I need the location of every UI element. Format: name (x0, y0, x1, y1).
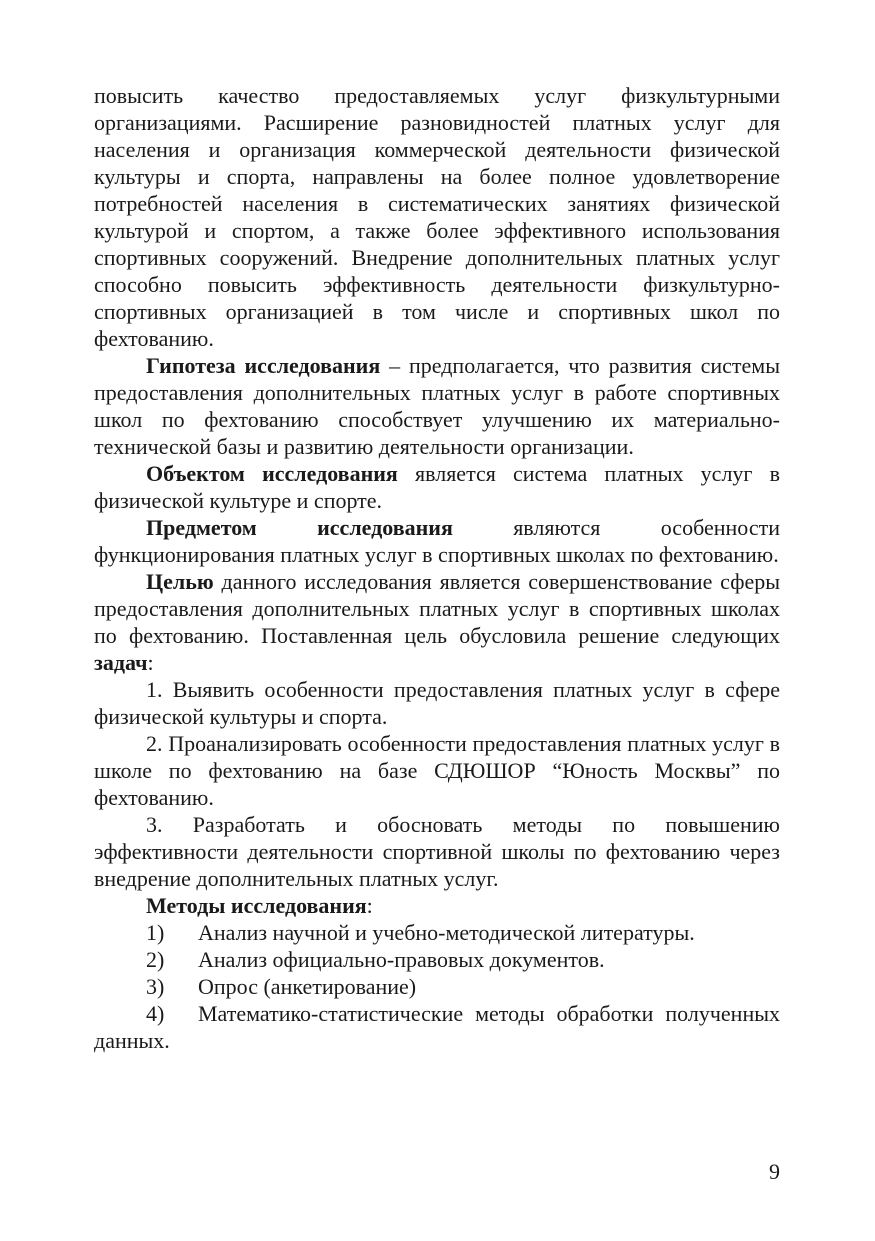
goal-paragraph (94, 568, 780, 676)
method-number: 2) (146, 947, 165, 972)
tasks-colon: : (147, 650, 154, 675)
goal-term: Целью (146, 569, 214, 594)
object-text: является система платных услуг в физической культуре и спорте. (94, 461, 780, 513)
method-number: 1) (146, 920, 165, 945)
task-item: 2. Проанализировать особенности предоставления платных услуг в школе по фехтованию на базе СДЮШОР “Юность Москвы” по фехтованию. (94, 731, 780, 810)
object-paragraph (94, 460, 780, 514)
hypothesis-text: – предполагается, что развития системы предоставления дополнительных платных услуг в работе спортивных школ по фехтованию способствует улучшению их материально-технической базы и развитию деятельности организации. (94, 353, 780, 459)
method-item (94, 973, 780, 1000)
tasks-term: задач (94, 650, 148, 675)
method-number: 4) (146, 1001, 165, 1026)
method-item (94, 919, 780, 946)
document-page (94, 82, 780, 1054)
methods-colon: : (366, 893, 373, 918)
intro-paragraph: повысить качество предоставляемых услуг физкультурными организациями. Расширение разновидностей платных услуг для населения и организация коммерческой деятельности физической культуры и спорта, направлены на более полное удовлетворение потребностей населения в систематических занятиях физической культурой и спортом, а также более эффективного использования спортивных сооружений. Внедрение дополнительных платных услуг способно повысить эффективность деятельности физкультурно-спортивных организацией в том числе и спортивных школ по фехтованию. (94, 83, 780, 351)
methods-heading: Методы исследования (146, 893, 367, 918)
methods-heading-paragraph (94, 892, 780, 919)
method-text: Анализ научной и учебно-методической литературы. (198, 920, 695, 945)
method-text: Опрос (анкетирование) (198, 974, 417, 999)
method-text: Математико-статистические методы обработки полученных данных. (94, 1001, 780, 1053)
subject-text: являются особенности функционирования платных услуг в спортивных школах по фехтованию. (94, 515, 780, 567)
method-text: Анализ официально-правовых документов. (198, 947, 605, 972)
hypothesis-paragraph (94, 352, 780, 460)
task-item: 1. Выявить особенности предоставления платных услуг в сфере физической культуры и спорта. (94, 677, 780, 729)
subject-term: Предметом исследования (146, 515, 453, 540)
subject-paragraph (94, 514, 780, 568)
object-term: Объектом исследования (146, 461, 398, 486)
method-item (94, 946, 780, 973)
goal-text: данного исследования является совершенствование сферы предоставления дополнительных платных услуг в спортивных школах по фехтованию. Поставленная цель обусловила решение следующих (94, 569, 780, 648)
method-item (94, 1000, 780, 1054)
method-number: 3) (146, 974, 165, 999)
task-item: 3. Разработать и обосновать методы по повышению эффективности деятельности спортивной школы по фехтованию через внедрение дополнительных платных услуг. (94, 812, 780, 891)
hypothesis-term: Гипотеза исследования (146, 353, 381, 378)
page-number: 9 (769, 1159, 780, 1184)
